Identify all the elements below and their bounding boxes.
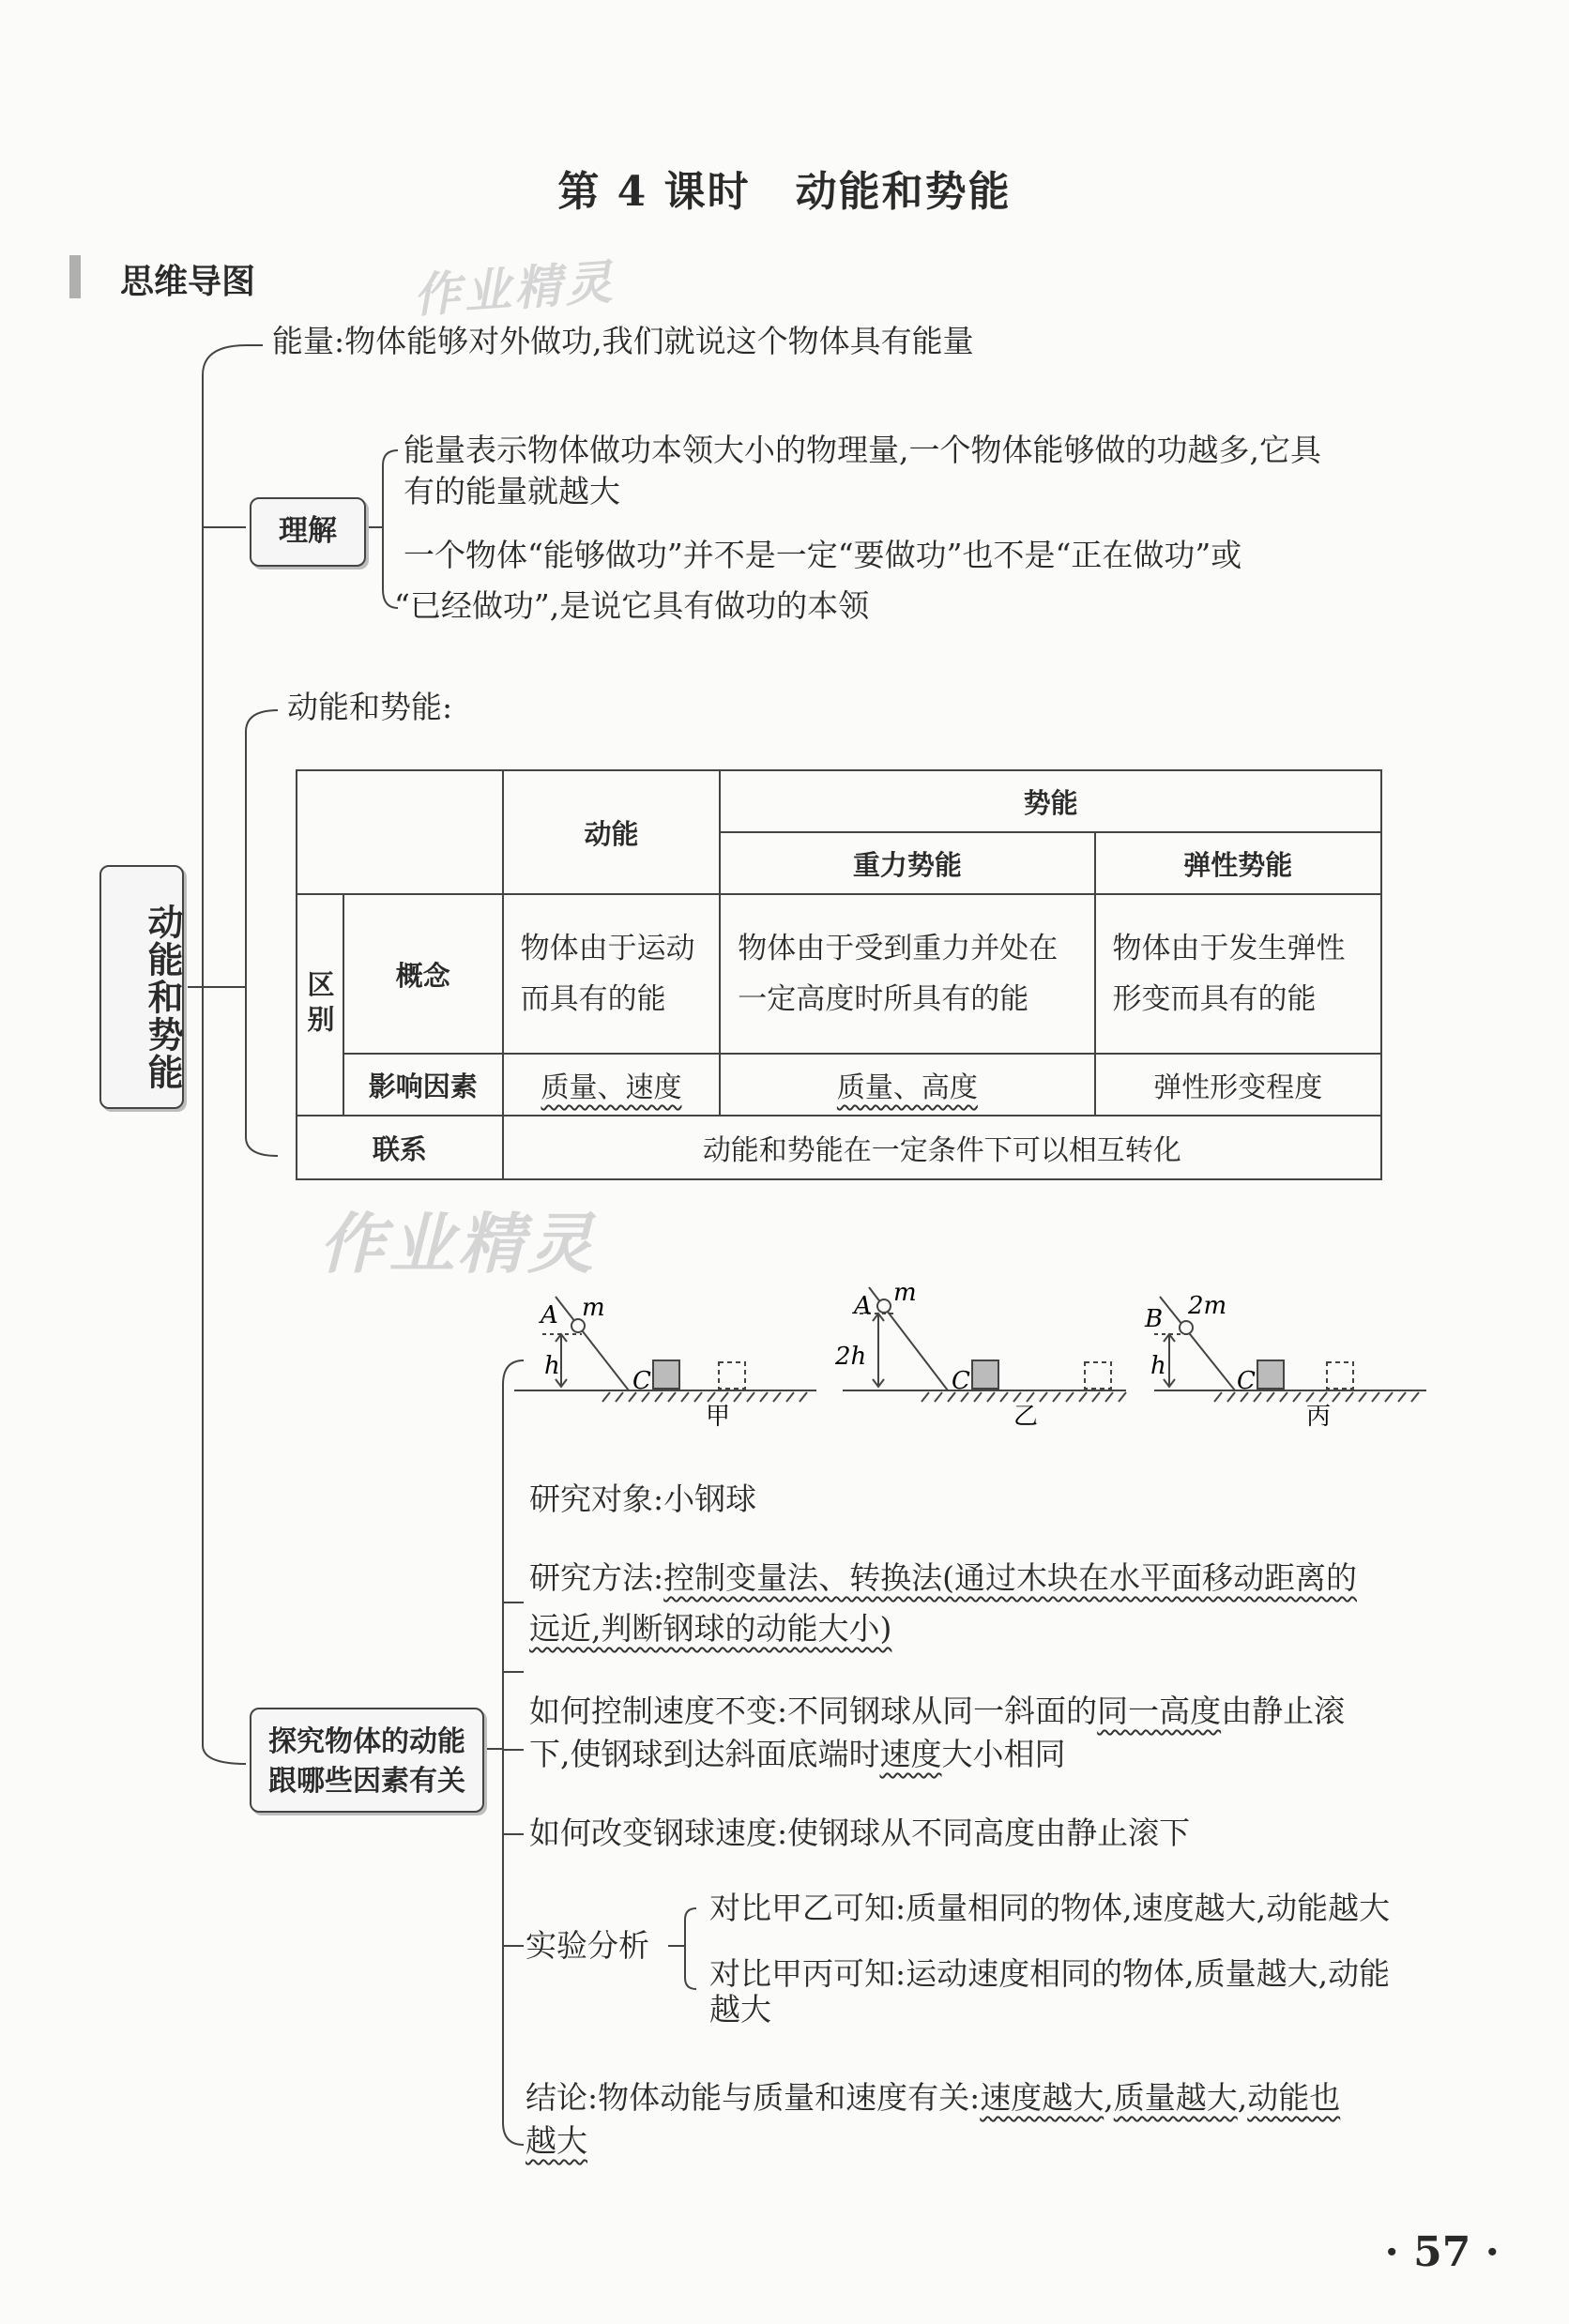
conclusion-line-1 xyxy=(526,2075,1340,2120)
research-method-1 xyxy=(529,1556,1357,1601)
understand-line-2a: 一个物体“能够做功”并不是一定“要做功”也不是“正在做功”或 xyxy=(404,537,1242,573)
energy-comparison-table xyxy=(296,769,1382,1180)
concept-kinetic-2: 而具有的能 xyxy=(520,982,666,1016)
ke-pe-label: 动能和势能: xyxy=(287,689,453,725)
height-label: h xyxy=(544,1352,560,1380)
speed-underlined-2: 速度 xyxy=(879,1736,942,1772)
concept-kinetic-1: 物体由于运动 xyxy=(520,932,695,965)
concept-elastic-1: 物体由于发生弹性 xyxy=(1112,932,1346,965)
speed-text-a1: 如何控制速度不变:不同钢球从同一斜面的 xyxy=(529,1693,1098,1729)
block-icon xyxy=(1257,1360,1284,1389)
control-speed-1 xyxy=(529,1689,1345,1734)
understand-line-1a: 能量表示物体做功本领大小的物理量,一个物体能够做的功越多,它具 xyxy=(404,432,1321,468)
speed-text-b2: 大小相同 xyxy=(941,1736,1066,1772)
factors-elastic: 弹性形变程度 xyxy=(1095,1054,1382,1116)
caption: 甲 xyxy=(706,1403,731,1431)
block-final-icon xyxy=(719,1362,745,1389)
speed-text-a2: 由静止滚 xyxy=(1221,1693,1346,1729)
header-potential: 势能 xyxy=(720,770,1381,832)
row-concept: 概念 xyxy=(343,894,503,1054)
concept-gravity xyxy=(720,894,1094,1054)
header-gravity: 重力势能 xyxy=(720,832,1094,894)
conclusion-underlined-1: 速度越大 xyxy=(980,2079,1104,2116)
analysis-2a: 对比甲丙可知:运动速度相同的物体,质量越大,动能 xyxy=(709,1955,1391,1992)
conclusion-underlined-2: 质量越大 xyxy=(1113,2079,1238,2116)
lesson-topic: 动能和势能 xyxy=(795,168,1012,216)
diagram-yi xyxy=(834,1285,1126,1431)
watermark-top: 作业精灵 xyxy=(411,254,618,324)
experiment-label-1: 探究物体的动能 xyxy=(268,1725,465,1758)
conclusion-prefix: 结论:物体动能与质量和速度有关: xyxy=(526,2079,981,2116)
method-underlined-1: 控制变量法、转换法(通过木块在水平面移动距离的 xyxy=(663,1559,1357,1596)
experiment-diagrams xyxy=(497,1285,1436,1435)
row-difference: 区别 xyxy=(297,894,343,1116)
block-final-icon xyxy=(1085,1362,1111,1389)
table-corner xyxy=(297,770,503,894)
page-number: · 57 · xyxy=(1384,2228,1500,2276)
energy-definition: 能量:物体能够对外做功,我们就说这个物体具有能量 xyxy=(272,323,974,359)
point-label: A xyxy=(541,1301,558,1329)
header-elastic: 弹性势能 xyxy=(1095,832,1382,894)
conclusion-underlined-4: 越大 xyxy=(526,2122,587,2159)
point-label: B xyxy=(1145,1305,1164,1333)
ball-icon xyxy=(1180,1321,1193,1334)
caption: 乙 xyxy=(1013,1403,1039,1431)
speed-text-b1: 下,使钢球到达斜面底端时 xyxy=(529,1736,880,1772)
experiment-node xyxy=(250,1708,484,1813)
factors-kinetic-text: 质量、速度 xyxy=(541,1071,682,1104)
speed-underlined-1: 同一高度 xyxy=(1097,1693,1222,1729)
relation-text: 动能和势能在一定条件下可以相互转化 xyxy=(503,1116,1381,1179)
caption: 丙 xyxy=(1306,1403,1332,1431)
understand-line-2b: “已经做功”,是说它具有做功的本领 xyxy=(394,587,870,624)
method-underlined-2: 远近,判断钢球的动能大小) xyxy=(529,1610,892,1647)
mass-label: m xyxy=(582,1294,605,1322)
change-speed: 如何改变钢球速度:使钢球从不同高度由静止滚下 xyxy=(529,1815,1191,1851)
watermark-middle: 作业精灵 xyxy=(319,1206,597,1283)
block-label: C xyxy=(1237,1367,1256,1395)
concept-gravity-1: 物体由于受到重力并处在 xyxy=(738,932,1059,965)
row-factors: 影响因素 xyxy=(343,1054,503,1116)
analysis-1: 对比甲乙可知:质量相同的物体,速度越大,动能越大 xyxy=(709,1890,1391,1926)
header-kinetic: 动能 xyxy=(503,770,721,894)
diagram-jia xyxy=(514,1294,816,1431)
ball-icon xyxy=(877,1299,891,1313)
point-label: A xyxy=(854,1292,872,1320)
root-node: 动能和势能 xyxy=(99,865,184,1109)
conclusion-separator-1: , xyxy=(1104,2079,1114,2116)
factors-kinetic xyxy=(503,1054,721,1116)
mass-label: m xyxy=(893,1285,917,1307)
block-icon xyxy=(653,1360,679,1389)
block-label: C xyxy=(632,1367,651,1395)
diagram-bing xyxy=(1144,1292,1426,1431)
understand-line-1b: 有的能量就越大 xyxy=(404,473,620,509)
conclusion-line-2 xyxy=(526,2119,587,2164)
concept-gravity-2: 一定高度时所具有的能 xyxy=(738,982,1029,1016)
method-prefix: 研究方法: xyxy=(529,1559,664,1596)
height-label: h xyxy=(1150,1352,1166,1380)
research-method-2 xyxy=(529,1606,891,1651)
block-label: C xyxy=(952,1367,970,1395)
row-relation: 联系 xyxy=(297,1116,503,1179)
experiment-label-2: 跟哪些因素有关 xyxy=(268,1765,465,1798)
mass-label: 2m xyxy=(1188,1292,1227,1320)
research-object: 研究对象:小钢球 xyxy=(529,1481,757,1517)
concept-elastic-2: 形变而具有的能 xyxy=(1112,982,1317,1016)
concept-kinetic xyxy=(503,894,721,1054)
conclusion-separator-2: , xyxy=(1237,2079,1248,2116)
block-icon xyxy=(972,1360,998,1389)
understand-node: 理解 xyxy=(250,497,366,567)
factors-gravity-text: 质量、高度 xyxy=(836,1071,978,1104)
section-title: 思维导图 xyxy=(120,263,256,301)
analysis-label: 实验分析 xyxy=(526,1927,649,1964)
conclusion-underlined-3: 动能也 xyxy=(1247,2079,1341,2116)
factors-gravity xyxy=(720,1054,1094,1116)
control-speed-2 xyxy=(529,1732,1066,1777)
concept-elastic xyxy=(1095,894,1382,1054)
analysis-2b: 越大 xyxy=(709,1991,771,2028)
height-label: 2h xyxy=(835,1343,867,1371)
block-final-icon xyxy=(1327,1362,1353,1389)
lesson-number: 第 4 课时 xyxy=(557,168,751,216)
